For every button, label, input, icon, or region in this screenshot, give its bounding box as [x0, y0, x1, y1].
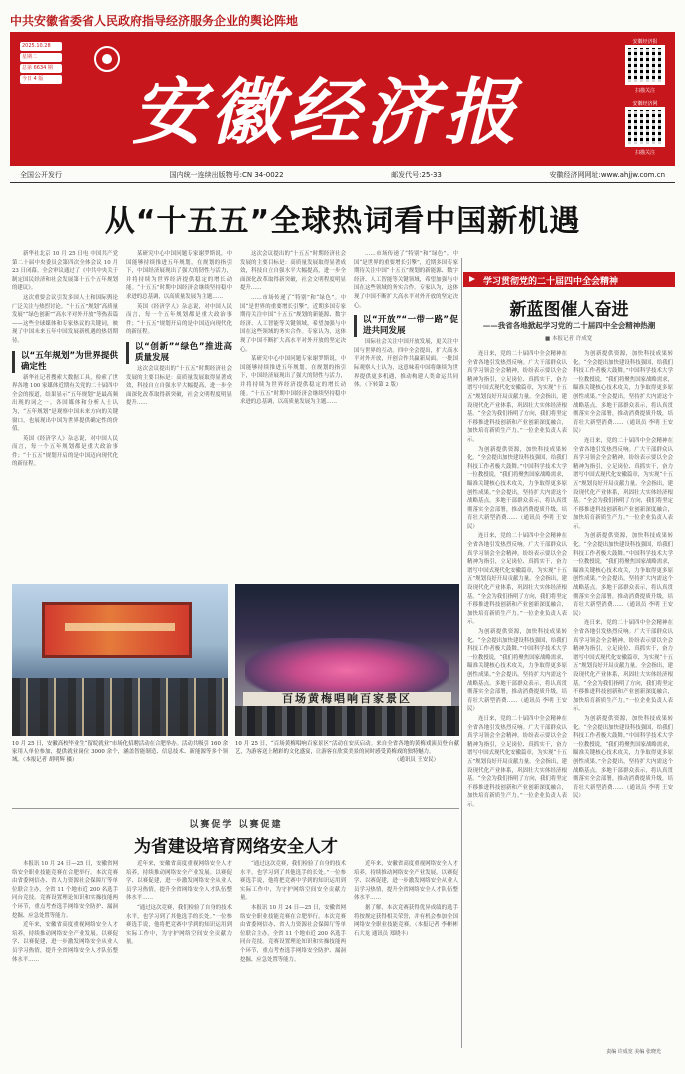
issue-number: 总第 6634 期 [20, 64, 62, 73]
sidebar-paragraph: 为创新提供资源，加快科技成果转化。“全会提出加快建设科技强国，给我们科技工作者极大鼓舞。”中国科学技术大学一位教授说，“我们将聚焦国家战略需求，瞄准关键核心技术攻关，力争取得更多原创性成果。”全会提出，坚持扩大内需这个战略基点。多地干部群众表示，将认真贯彻落实全会部署，推动消费提质升级，培育壮大新型消费……（通讯员 李明 王安民） [573, 715, 673, 800]
article-column-1 [12, 250, 118, 575]
crowd [12, 678, 228, 736]
qr-block-1 [622, 38, 668, 94]
article2-column-1 [12, 860, 118, 1045]
article-paragraph: 这次会议提出的“十五五”时期经济社会发展的主要目标是：高质量发展取得显著成效，科技自立自强水平大幅提高，进一步全面深化改革取得新突破，社会文明程度明显提升…… [240, 251, 346, 292]
qr-block-2 [622, 100, 668, 156]
article-paragraph: 英国《经济学人》杂志说，对中国人民而言，每一个五年规划都是重大政治事件；“十五五”规划开启的是中国迈向现代化的新征程。 [12, 435, 118, 468]
article-intro: 新华社北京 10 月 25 日电 中国共产党第二十届中央委员会第四次全体会议 10 月 23 日闭幕。全会审议通过了《中共中央关于制定国民经济和社会发展第十五个五年规划的建议》。 [12, 251, 118, 292]
article2-paragraph: 近年来，安徽省高度重视网络安全人才培养，持续推动网络安全产业发展。以赛促学、以赛促建，进一步激发网络安全从业人员学习热情，提升全省网络安全人才队伍整体水平…… [12, 922, 118, 963]
article2-paragraph: 近年来，安徽省高度重视网络安全人才培养，持续推动网络安全产业发展。以赛促学、以赛促建，进一步激发网络安全从业人员学习热情，提升全省网络安全人才队伍整体水平…… [354, 861, 458, 902]
article-paragraph: ……市场传递了“特别”和“绿色”。中国“是世界的重要增长引擎”，近期多国专家期待关注中国“十五五”规划的新能源、数字经济、人工智能等关键领域，希望加强与中国在这些领域的务实合作。专家认为，这体现了中国不断扩大高水平对外开放的坚定决心。 [240, 294, 346, 353]
issue-info [20, 42, 62, 86]
masthead [10, 32, 675, 166]
photo1-caption: 10 月 25 日，安徽高校毕业生“留皖就业”市场化招聘活动在合肥举办。活动共吸引 160 余家用人单位参加，提供就业岗位 3000 余个，涵盖智能制造、信息技术、新能源等多个领域。（本报记者 胡明辉 摄） [12, 741, 228, 763]
article-column-3 [240, 250, 346, 575]
audience [235, 706, 459, 736]
sidebar-paragraph: 为创新提供资源，加快科技成果转化。“全会提出加快建设科技强国，给我们科技工作者极大鼓舞。”中国科学技术大学一位教授说，“我们将聚焦国家战略需求，瞄准关键核心技术攻关，力争取得更多原创性成果。”全会提出，坚持扩大内需这个战略基点。多地干部群众表示，将认真贯彻落实全会部署，推动消费提质升级，培育壮大新型消费……（通讯员 李明 王安民） [573, 351, 673, 435]
qr1-label: 安徽经济报 [632, 39, 658, 45]
article-column-4 [354, 250, 458, 575]
cn-number: 国内统一连续出版物号:CN 34-0022 [169, 171, 284, 179]
sidebar-headline: 新蓝图催人奋进 [509, 300, 629, 320]
article2-paragraph: “通过这次竞赛，我们检验了自身的技术水平，也学习到了其他选手的长处。”一位参赛选手说，他将把竞赛中学到的知识运用到实际工作中，为守护网络空间安全贡献力量。 [126, 904, 232, 946]
job-fair-photo[interactable] [12, 584, 228, 736]
article2-headline: 为省建设培育网络安全人才 [134, 837, 338, 857]
issue-weekday: 星期二 [20, 53, 62, 62]
stage-screen [42, 602, 192, 658]
section-heading: 以“创新”“绿色”推进高质量发展 [126, 342, 232, 364]
article2-paragraph: 据了解，本次竞赛获得优异成绩的选手将按规定获得相关荣誉，并有机会参加全国网络安全职业技能竞赛。（本报记者 李彬彬 石大龙 通讯员 郑晓丰） [354, 904, 458, 937]
qr1-caption: 扫描关注 [634, 88, 655, 94]
article2-column-3 [240, 860, 346, 1045]
article2-paragraph: 本报讯 10 月 24 日—25 日，安徽省网络安全职业技能竞赛在合肥举行。本次竞赛由省委网信办、省人力资源社会保障厅等单位联合主办，全省 11 个地市近 200 名选手同台竞技。竞赛设置理论知识和实操技能两个环节，重点考查选手网络安全防护、漏洞挖掘、应急处置等能力。 [240, 904, 346, 963]
section-heading: 以“开放”“一带一路”促进共同发展 [354, 315, 458, 337]
sidebar-paragraph: 连日来，党的二十届四中全会精神在全省各地引发热烈反响。广大干部群众认真学习领会全会精神，纷纷表示要以全会精神为指引，立足岗位、真抓实干，奋力谱写中国式现代化安徽篇章，为实现“十五五”规划良好开局贡献力量。全会指出，建设现代化产业体系，巩固壮大实体经济根基。“全会为我们指明了方向，我们将坚定不移推进科技创新和产业创新深度融合，加快培育新质生产力。”一位企业负责人表示。 [573, 437, 673, 530]
qr-code-icon[interactable] [625, 107, 665, 147]
website[interactable]: 安徽经济网网址:www.ahjjw.com.cn [549, 171, 665, 179]
section-divider [12, 808, 459, 809]
postal-code: 邮发代号:25-33 [391, 171, 442, 179]
photo2-caption: 10 月 25 日，“百场黄梅唱响百家景区”活动在安庆启动。来自全省各地的黄梅戏演员登台献艺，为游客送上精彩的文化盛宴，让游客在欣赏美景的同时感受黄梅戏的独特魅力。 （通讯员 王安民） [235, 741, 459, 763]
event-banner: 百场黄梅唱响百家景区 [243, 692, 451, 706]
publication-info-row [10, 167, 675, 183]
sidebar-paragraph: 连日来，党的二十届四中全会精神在全省各地引发热烈反响。广大干部群众认真学习领会全会精神，纷纷表示要以全会精神为指引，立足岗位、真抓实干，奋力谱写中国式现代化安徽篇章，为实现“十五五”规划良好开局贡献力量。全会指出，建设现代化产业体系，巩固壮大实体经济根基。“全会为我们指明了方向，我们将坚定不移推进科技创新和产业创新深度融合，加快培育新质生产力。”一位企业负责人表示。 [467, 715, 567, 808]
article2-kicker: 以赛促学 以赛促建 [189, 820, 283, 830]
top-slogan: 中共安徽省委省人民政府指导经济服务企业的舆论阵地 [10, 14, 299, 28]
photo2-credit: （通讯员 王安民） [394, 757, 439, 763]
article-paragraph: 某研究中心中国问题专家谢罗斯说，中国能够持续推进五年规划，在规划的指引下，中国经济展现出了强大的韧性与活力，并将持续为世界经济提供稳定的增长动能。“十五五”时期中国经济会继续坚持稳中求进的总基调，以高质量发展为主题…… [240, 356, 346, 406]
article2-column-4 [354, 860, 458, 1045]
page-footer: 责编 许成宽 美编 张晓光 [606, 1049, 661, 1055]
qr2-caption: 扫描关注 [634, 150, 655, 156]
article2-paragraph: 近年来，安徽省高度重视网络安全人才培养，持续推动网络安全产业发展。以赛促学、以赛促建，进一步激发网络安全从业人员学习热情，提升全省网络安全人才队伍整体水平…… [126, 861, 232, 902]
series-tag: 学习贯彻党的二十届四中全会精神 [463, 272, 675, 287]
article-paragraph: 英国《经济学人》杂志说，对中国人民而言，每一个五年规划都是重大政治事件；“十五五”规划开启的是中国迈向现代化的新征程。 [126, 303, 232, 336]
section-heading: 以“五年规划”为世界提供确定性 [12, 351, 118, 373]
article-paragraph: 新华社记者搜索大数据工具，检索了世界各地 100 家媒体近期有关党的二十届四中全会的报道，结果显示“五年规划”是最高频出现的词之一。各国媒体和分析人士认为，“五年规划”是观察中国未来方向的关键窗口，也展现出中国为世界提供确定性的价值。 [12, 374, 118, 433]
issue-pages: 今日 4 版 [20, 75, 62, 84]
sidebar-paragraph: 为创新提供资源，加快科技成果转化。“全会提出加快建设科技强国，给我们科技工作者极大鼓舞。”中国科学技术大学一位教授说，“我们将聚焦国家战略需求，瞄准关键核心技术攻关，力争取得更多原创性成果。”全会提出，坚持扩大内需这个战略基点。多地干部群众表示，将认真贯彻落实全会部署，推动消费提质升级，培育壮大新型消费……（通讯员 李明 王安民） [467, 629, 567, 713]
article-paragraph: 国际社会关注中国开放发展，更关注中国与世界的互动。四中全会提出，扩大高水平对外开放，开创合作共赢新局面。一批国际观察人士认为，这意味着中国将继续为世界提供更多机遇，推动构建人类命运共同体。（下转第 2 版） [354, 339, 458, 389]
issue-date: 2025.10.28 [20, 42, 62, 51]
distribution: 全国公开发行 [20, 171, 62, 179]
newspaper-title: 安徽经济报 [132, 69, 523, 154]
stage-lights [245, 638, 449, 692]
sidebar-column-1 [467, 350, 567, 1040]
article-paragraph: 这次会议提出的“十五五”时期经济社会发展的主要目标是：高质量发展取得显著成效，科技自立自强水平大幅提高，进一步全面深化改革取得新突破，社会文明程度明显提升…… [126, 365, 232, 407]
newspaper-logo-icon [94, 46, 120, 72]
sidebar-byline: ■ 本报记者 许成宽 [545, 336, 593, 342]
article-paragraph: ……市场传递了“特别”和“绿色”。中国“是世界的重要增长引擎”，近期多国专家期待关注中国“十五五”规划的新能源、数字经济、人工智能等关键领域，希望加强与中国在这些领域的务实合作。专家认为，这体现了中国不断扩大高水平对外开放的坚定决心。 [354, 251, 458, 309]
sidebar-paragraph: 为创新提供资源，加快科技成果转化。“全会提出加快建设科技强国，给我们科技工作者极大鼓舞。”中国科学技术大学一位教授说，“我们将聚焦国家战略需求，瞄准关键核心技术攻关，力争取得更多原创性成果。”全会提出，坚持扩大内需这个战略基点。多地干部群众表示，将认真贯彻落实全会部署，推动消费提质升级，培育壮大新型消费……（通讯员 李明 王安民） [573, 533, 673, 617]
qr2-label: 安徽经济网 [632, 101, 658, 107]
article-column-2 [126, 250, 232, 575]
article-paragraph: 这次重要会议引发多国人士和国际舆论广泛关注与热烈讨论。“十五五”规划“高质量发展”“绿色创新”“高水平对外开放”等热表篇——这些全球媒体和专家热议的关键词，映现了中国未来五年中国发展新机遇的热切期待。 [12, 294, 118, 344]
column-divider [461, 258, 462, 1048]
huangmei-opera-photo[interactable] [235, 584, 459, 736]
lead-headline: 从“十五五”全球热词看中国新机遇 [104, 204, 581, 239]
qr-code-icon[interactable] [625, 45, 665, 85]
sidebar-paragraph: 为创新提供资源，加快科技成果转化。“全会提出加快建设科技强国，给我们科技工作者极大鼓舞。”中国科学技术大学一位教授说，“我们将聚焦国家战略需求，瞄准关键核心技术攻关，力争取得更多原创性成果。”全会提出，坚持扩大内需这个战略基点。多地干部群众表示，将认真贯彻落实全会部署，推动消费提质升级，培育壮大新型消费……（通讯员 李明 王安民） [467, 446, 567, 530]
sidebar-paragraph: 连日来，党的二十届四中全会精神在全省各地引发热烈反响。广大干部群众认真学习领会全会精神，纷纷表示要以全会精神为指引，立足岗位、真抓实干，奋力谱写中国式现代化安徽篇章，为实现“十五五”规划良好开局贡献力量。全会指出，建设现代化产业体系，巩固壮大实体经济根基。“全会为我们指明了方向，我们将坚定不移推进科技创新和产业创新深度融合，加快培育新质生产力。”一位企业负责人表示。 [467, 351, 567, 443]
sidebar-paragraph: 连日来，党的二十届四中全会精神在全省各地引发热烈反响。广大干部群众认真学习领会全会精神，纷纷表示要以全会精神为指引，立足岗位、真抓实干，奋力谱写中国式现代化安徽篇章，为实现“十五五”规划良好开局贡献力量。全会指出，建设现代化产业体系，巩固壮大实体经济根基。“全会为我们指明了方向，我们将坚定不移推进科技创新和产业创新深度融合，加快培育新质生产力。”一位企业负责人表示。 [573, 620, 673, 713]
sidebar-subheadline: ——我省各地掀起学习党的二十届四中全会精神热潮 [482, 321, 656, 330]
sidebar-column-2 [573, 350, 673, 1040]
sidebar-paragraph: 连日来，党的二十届四中全会精神在全省各地引发热烈反响。广大干部群众认真学习领会全会精神，纷纷表示要以全会精神为指引，立足岗位、真抓实干，奋力谱写中国式现代化安徽篇章，为实现“十五五”规划良好开局贡献力量。全会指出，建设现代化产业体系，巩固壮大实体经济根基。“全会为我们指明了方向，我们将坚定不移推进科技创新和产业创新深度融合，加快培育新质生产力。”一位企业负责人表示。 [467, 533, 567, 626]
article2-column-2 [126, 860, 232, 1045]
article2-paragraph: 本报讯 10 月 24 日—25 日，安徽省网络安全职业技能竞赛在合肥举行。本次竞赛由省委网信办、省人力资源社会保障厅等单位联合主办，全省 11 个地市近 200 名选手同台竞技。竞赛设置理论知识和实操技能两个环节，重点考查选手网络安全防护、漏洞挖掘、应急处置等能力。 [12, 861, 118, 919]
article2-paragraph: “通过这次竞赛，我们检验了自身的技术水平，也学习到了其他选手的长处。”一位参赛选手说，他将把竞赛中学到的知识运用到实际工作中，为守护网络空间安全贡献力量。 [240, 861, 346, 902]
article-paragraph: 某研究中心中国问题专家谢罗斯说，中国能够持续推进五年规划，在规划的指引下，中国经济展现出了强大的韧性与活力，并将持续为世界经济提供稳定的增长动能。“十五五”时期中国经济会继续坚持稳中求进的总基调，以高质量发展为主题…… [126, 251, 232, 300]
